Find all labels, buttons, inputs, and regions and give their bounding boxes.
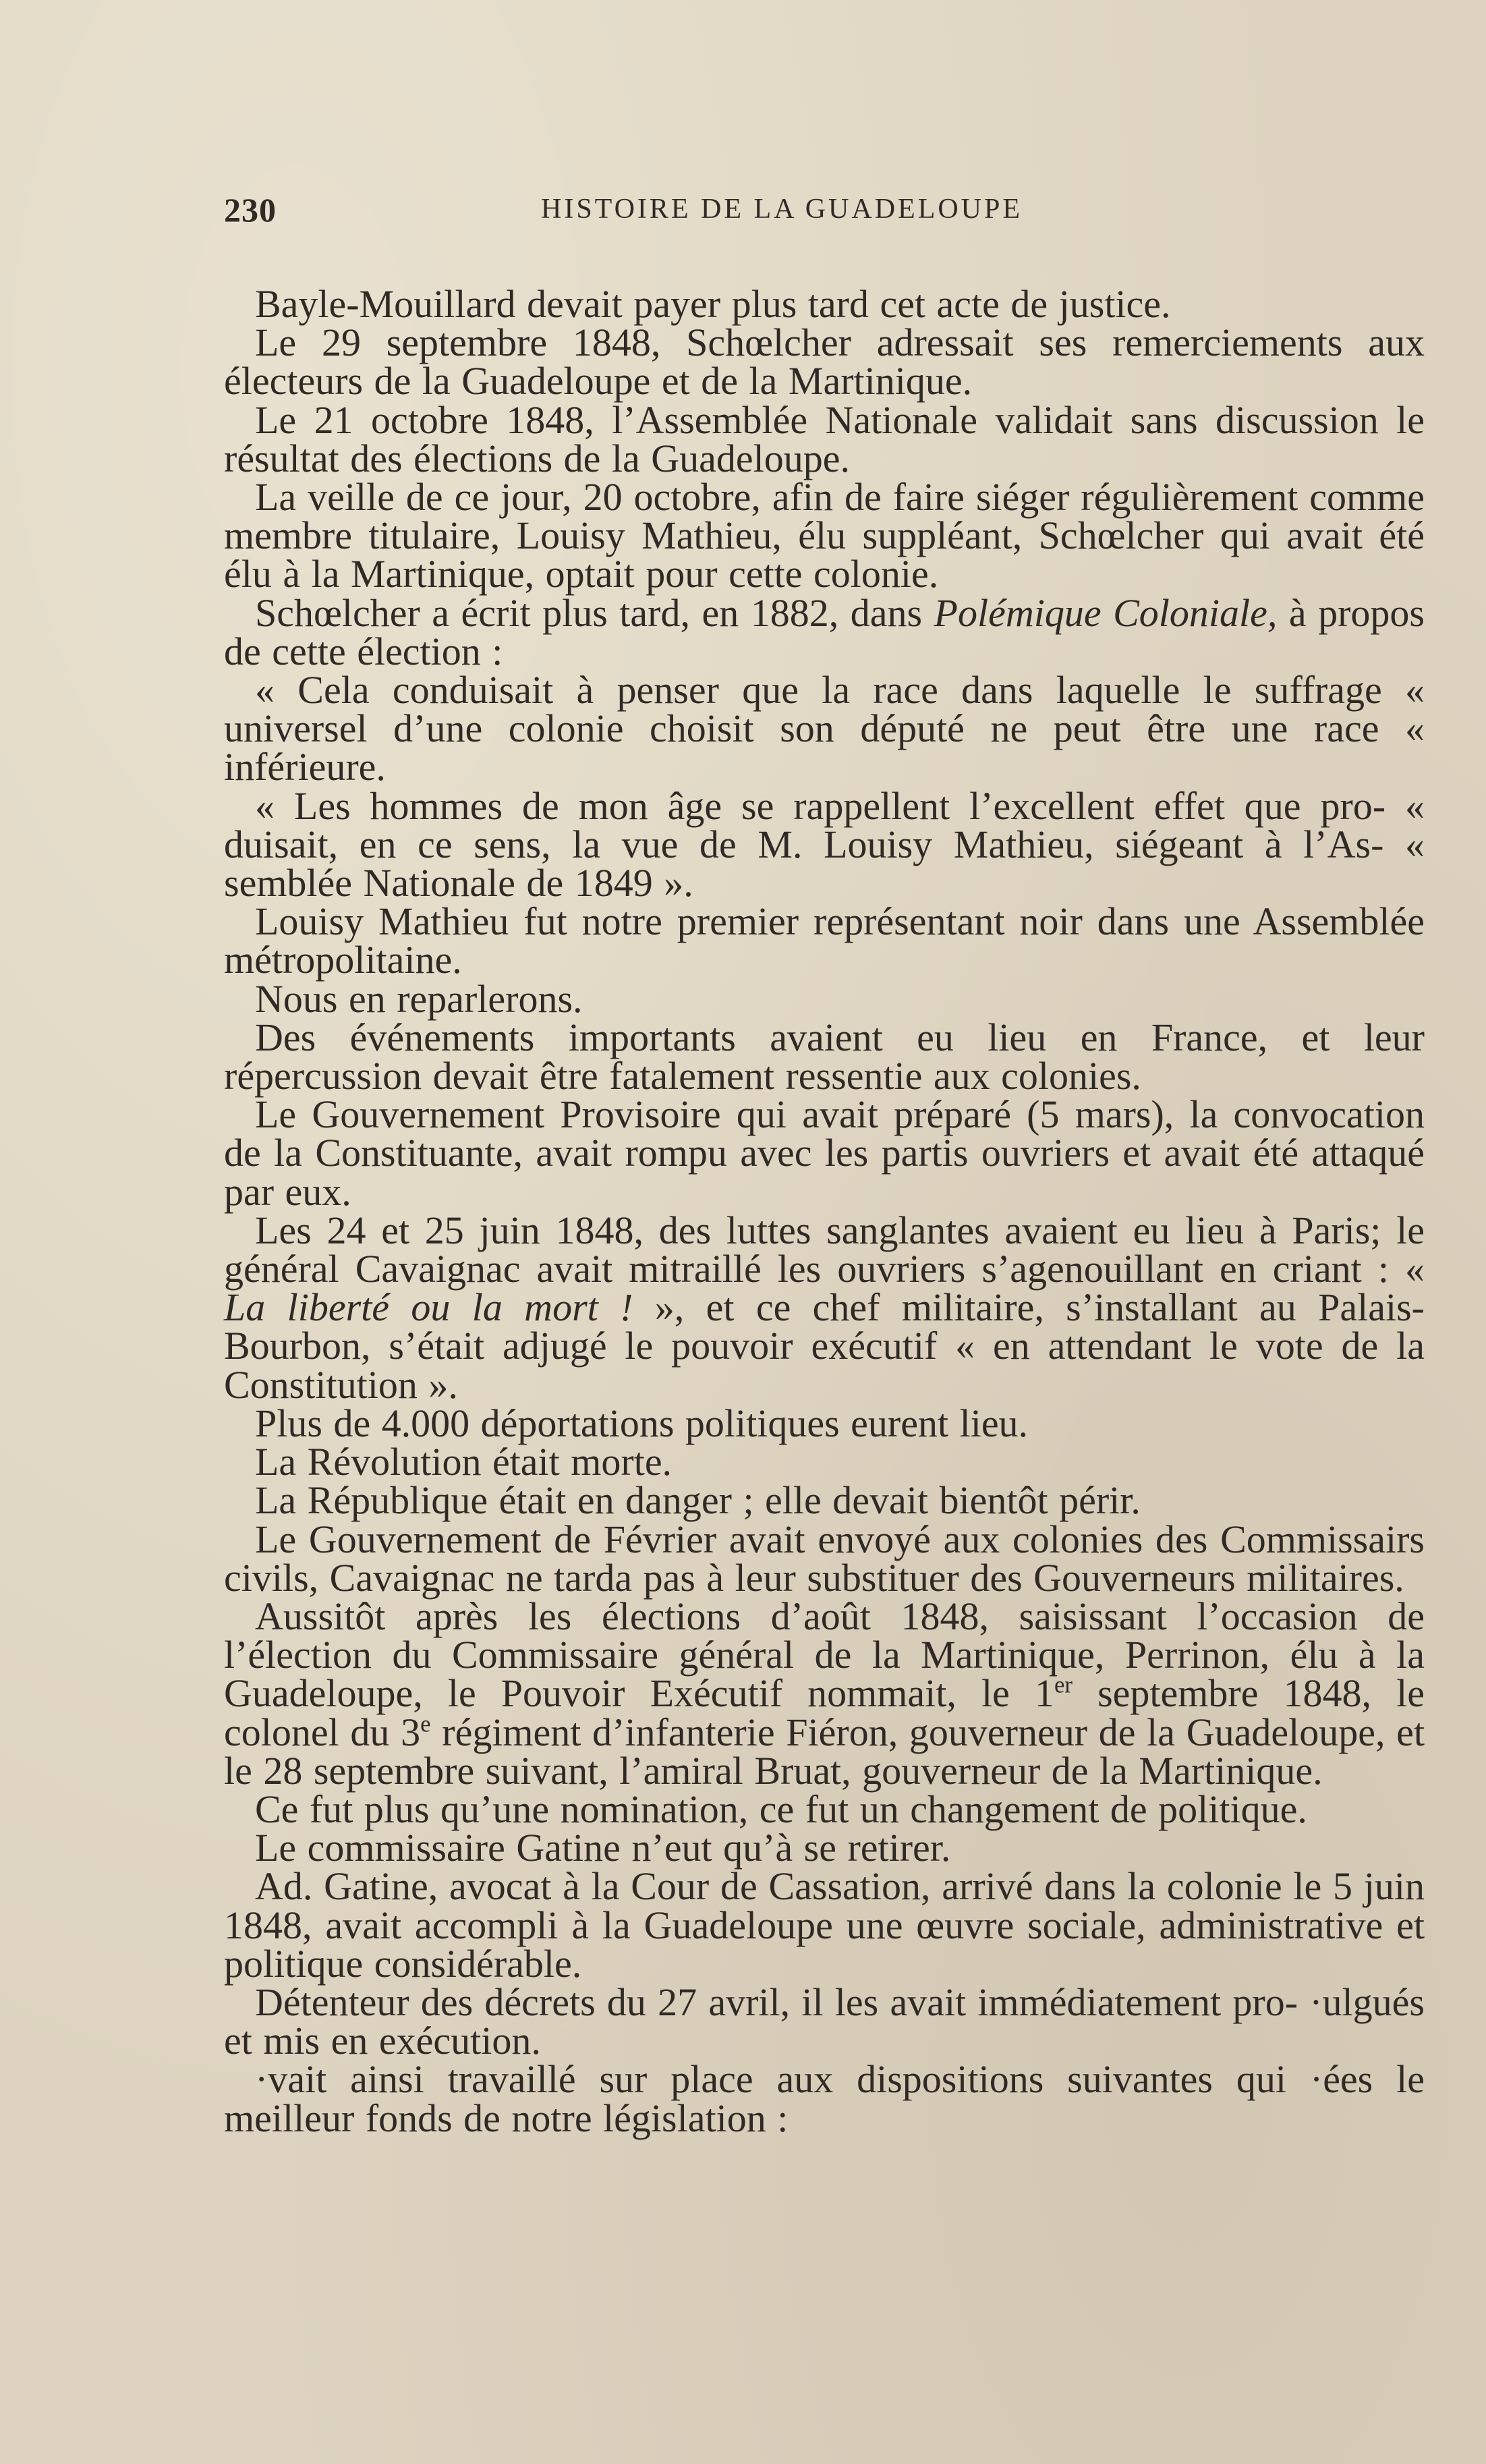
paragraph: Le Gouvernement Provisoire qui avait préparé (5 mars), la convocation de la Constituante, avait rompu avec les partis ouvriers et avait été attaqué par eux. — [224, 1092, 1425, 1214]
paragraph: Des événements importants avaient eu lieu en France, et leur répercussion devait être fatalement ressentie aux colonies. — [224, 1015, 1425, 1098]
text-span: Schœlcher a écrit plus tard, en 1882, dans — [255, 590, 934, 635]
text-span: septembre 1848, le colonel du 3 — [224, 1671, 1425, 1754]
text-span: Aussitôt après les élections d’août 1848, saisissant l’occasion de l’élection du Commissaire général de la Martinique, Perrinon, élu à la Guadeloupe, le Pouvoir Exécutif nommait, le 1 — [224, 1594, 1425, 1716]
paragraph: ·vait ainsi travaillé sur place aux dispositions suivantes qui ·ées le meilleur fonds de notre législation : — [224, 2057, 1425, 2140]
paragraph: Le 29 septembre 1848, Schœlcher adressait ses remerciements aux électeurs de la Guadeloupe et de la Martinique. — [224, 320, 1425, 403]
paragraph — [224, 1594, 1425, 1793]
text-span: régiment d’infanterie Fiéron, gouverneur de la Guadeloupe, et le 28 septembre suivant, l’amiral Bruat, gouverneur de la Martinique. — [224, 1710, 1425, 1793]
ordinal-superscript: e — [420, 1710, 431, 1737]
paragraph: La République était en danger ; elle devait bientôt périr. — [255, 1478, 1141, 1523]
paragraph: Ce fut plus qu’une nomination, ce fut un changement de politique. — [255, 1787, 1307, 1831]
paragraph: La Révolution était morte. — [255, 1440, 673, 1484]
text-span: », et ce chef militaire, s’installant au Palais-Bourbon, s’était adjugé le pouvoir exécutif « en attendant le vote de la Constitution ». — [224, 1285, 1425, 1407]
running-title: HISTOIRE DE LA GUADELOUPE — [541, 194, 1023, 225]
ordinal-superscript: er — [1054, 1671, 1073, 1698]
paragraph: Ad. Gatine, avocat à la Cour de Cassation, arrivé dans la colonie le 5 juin 1848, avait accompli à la Guadeloupe une œuvre sociale, administrative et politique considérable. — [224, 1864, 1425, 1986]
paragraph: Détenteur des décrets du 27 avril, il les avait immédiatement pro- ·ulgués et mis en exécution. — [224, 1980, 1425, 2063]
paragraph: Bayle-Mouillard devait payer plus tard cet acte de justice. — [255, 282, 1171, 326]
text-span: Les 24 et 25 juin 1848, des luttes sanglantes avaient eu lieu à Paris; le général Cavaignac avait mitraillé les ouvriers s’agenouillant en criant : « — [224, 1208, 1425, 1291]
paragraph: Louisy Mathieu fut notre premier représentant noir dans une Assemblée métropolitaine. — [224, 899, 1425, 982]
page-body — [224, 282, 1431, 2140]
book-page — [224, 184, 1431, 2140]
quotation: « Les hommes de mon âge se rappellent l’excellent effet que pro- « duisait, en ce sens, la vue de M. Louisy Mathieu, siégeant à l’As- « semblée Nationale de 1849 ». — [224, 783, 1425, 905]
paragraph — [224, 590, 1425, 673]
paragraph: Le Gouvernement de Février avait envoyé aux colonies des Commissairs civils, Cavaignac ne tarda pas à leur substituer des Gouverneurs militaires. — [224, 1517, 1425, 1600]
paragraph: La veille de ce jour, 20 octobre, afin de faire siéger régulièrement comme membre titulaire, Louisy Mathieu, élu suppléant, Schœlcher qui avait été élu à la Martinique, optait pour cette colonie. — [224, 475, 1425, 596]
text-span: à propos de cette élection : — [224, 590, 1425, 673]
page-header — [224, 184, 1431, 237]
page-number: 230 — [224, 191, 277, 229]
paragraph: Nous en reparlerons. — [255, 976, 583, 1021]
paragraph: Plus de 4.000 déportations politiques eurent lieu. — [255, 1401, 1029, 1445]
paragraph: Le commissaire Gatine n’eut qu’à se retirer. — [255, 1826, 951, 1870]
quoted-slogan: La liberté ou la mort ! — [224, 1285, 633, 1330]
paragraph — [224, 1208, 1425, 1407]
book-title: Polémique Coloniale, — [934, 590, 1278, 635]
paragraph: Le 21 octobre 1848, l’Assemblée Nationale validait sans discussion le résultat des élections de la Guadeloupe. — [224, 397, 1425, 480]
quotation: « Cela conduisait à penser que la race dans laquelle le suffrage « universel d’une colonie choisit son député ne peut être une race « inférieure. — [224, 668, 1425, 789]
